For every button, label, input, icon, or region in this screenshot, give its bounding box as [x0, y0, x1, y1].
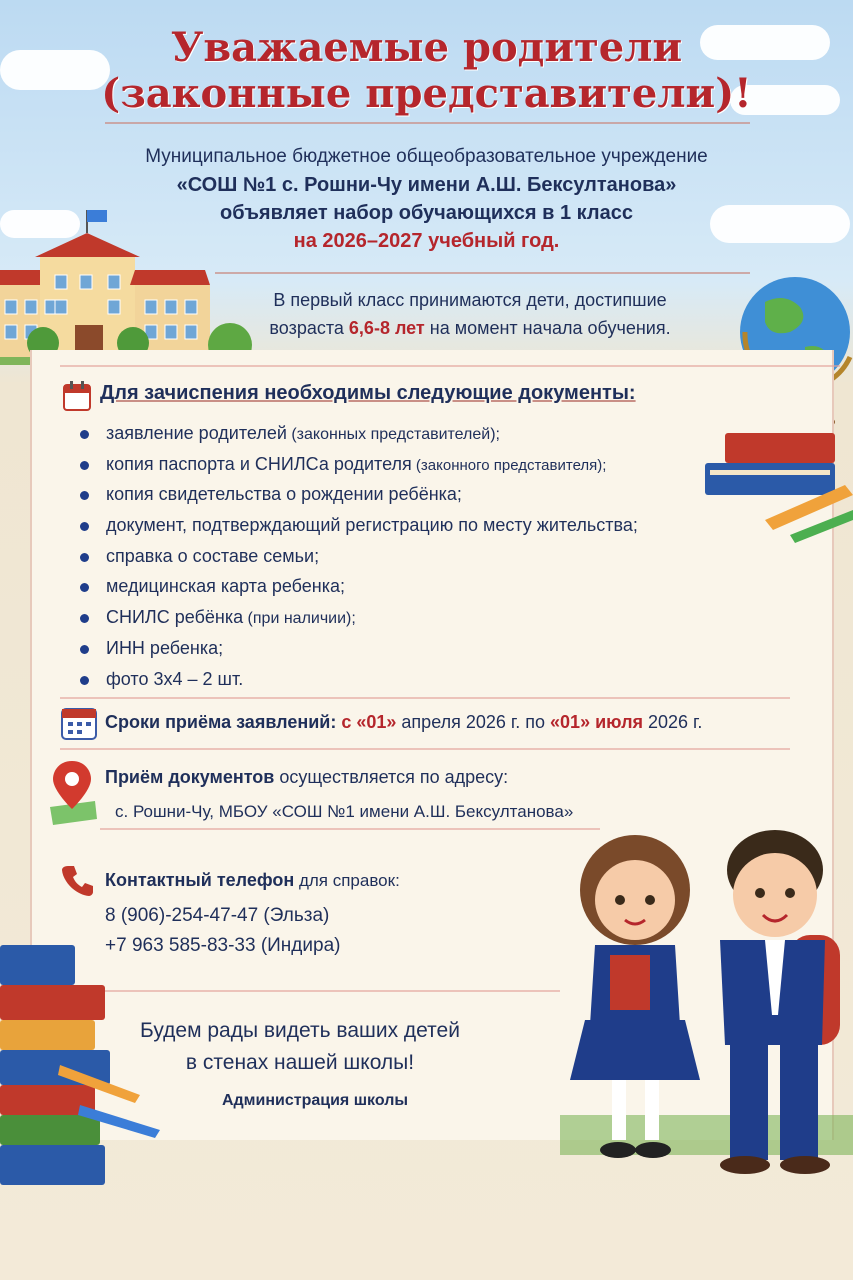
list-item: справка о составе семьи;: [80, 541, 638, 572]
age-suffix: на момент нaчала обучения.: [424, 318, 671, 338]
books-icon: [695, 425, 853, 545]
title-line-1: Уважаемые родители: [170, 24, 683, 71]
location-pin-icon: [45, 757, 100, 825]
calendar-icon: [62, 380, 92, 412]
calendar-icon: [60, 703, 98, 741]
divider: [60, 748, 790, 750]
list-item: заявление родителей (законных представителей);: [80, 418, 638, 449]
list-item: копия свидетельства о рождении ребёнка;: [80, 479, 638, 510]
divider: [105, 122, 750, 124]
divider: [100, 828, 600, 830]
list-item: СНИЛС ребёнка (при наличии);: [80, 602, 638, 633]
books-icon: [0, 935, 170, 1200]
age-line-2: [120, 314, 820, 342]
phone-number-2: +7 963 585-83-33 (Индира): [105, 935, 341, 956]
intro-school-name: «СОШ №1 с. Рошни-Чу имени А.Ш. Бексултанова»: [176, 174, 677, 196]
age-prefix: возраста: [269, 318, 349, 338]
children-illustration: [560, 815, 853, 1195]
application-dates: Сроки приёма заявлений: с «01» апреля 2026 г. по «01» июля 2026 г.: [105, 712, 703, 732]
list-item: документ, подтверждающий регистрацию по месту жительства;: [80, 510, 638, 541]
age-requirement: [120, 286, 820, 342]
contacts-label: Контактный телефон для справок:: [105, 870, 400, 890]
divider: [60, 697, 790, 699]
signature: Администрация школы: [221, 1092, 409, 1109]
divider: [215, 272, 750, 274]
list-item: ИНН ребенка;: [80, 633, 638, 664]
intro-year: на 2026–2027 учебный год.: [293, 230, 560, 252]
list-item: копия паспорта и СНИЛСа родителя (законного представителя);: [80, 449, 638, 480]
divider: [60, 365, 840, 367]
intro-line-3: объявляет набор обучающихся в 1 класс: [220, 202, 633, 224]
closing-line-1: Будем рады видеть ваших детей: [140, 1019, 460, 1042]
address-value: с. Рошни-Чу, МБОУ «СОШ №1 имени А.Ш. Бексултанова»: [115, 802, 574, 821]
phone-icon: [60, 862, 96, 898]
list-item: фото 3x4 – 2 шт.: [80, 664, 638, 695]
documents-title: Для зачиспения необходимы следующие документы:: [100, 382, 636, 404]
intro-line-1: Муниципальное бюджетное общеобразовательное учреждение: [145, 146, 708, 167]
title-line-2: (законные представители)!: [101, 70, 752, 117]
age-value: 6,6-8 лет: [348, 318, 425, 338]
age-line-1: В первый класс принимаются дети, достипшие: [273, 290, 667, 310]
page-title: [0, 25, 853, 117]
phone-number-1: 8 (906)-254-47-47 (Эльза): [105, 905, 330, 926]
closing-line-2: в стенах нашей школы!: [185, 1051, 415, 1074]
list-item: медицинская карта ребенка;: [80, 571, 638, 602]
documents-list: [80, 418, 638, 694]
address-label: Приём документов осуществляется по адресу:: [105, 767, 509, 787]
